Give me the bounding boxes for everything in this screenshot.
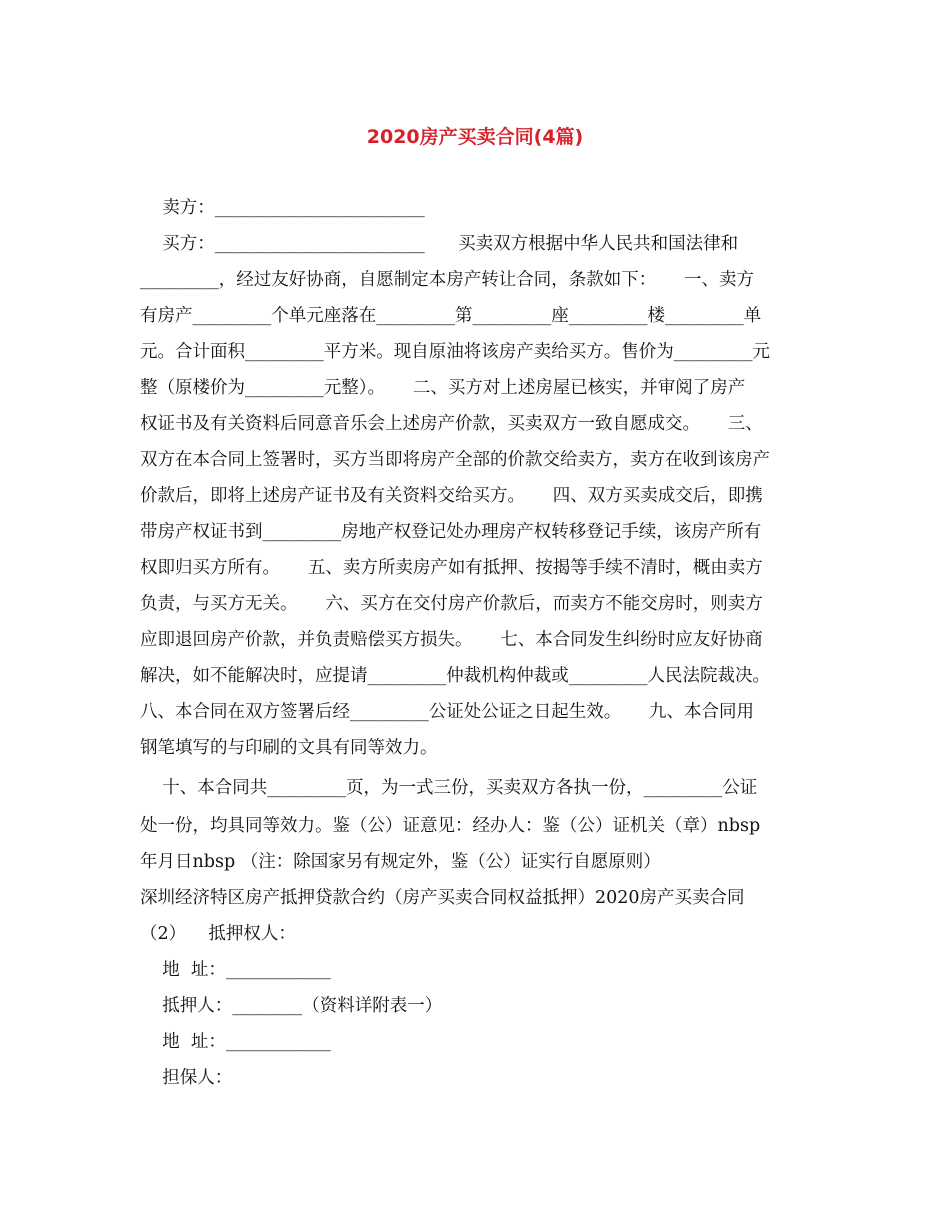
document-title: 2020房产买卖合同(4篇) [366,126,584,148]
body-line: 双方在本合同上签署时，买方当即将房产全部的价款交给卖方，卖方在收到该房产 [140,450,770,470]
buyer-line: 买方：________________________ 买卖双方根据中华人民共和国法律和 [140,234,739,254]
address-line: 地 址：____________ [140,1032,331,1052]
address-line: 地 址：____________ [140,960,331,980]
body-line: 处一份，均具同等效力。鉴（公）证意见：经办人：鉴（公）证机关（章）nbsp [140,816,761,836]
body-line: 深圳经济特区房产抵押贷款合约（房产买卖合同权益抵押）2020房产买卖合同 [140,888,745,908]
body-line: 价款后，即将上述房产证书及有关资料交给买方。 四、双方买卖成交后，即携 [140,486,763,506]
body-line: 权证书及有关资料后同意音乐会上述房产价款，买卖双方一致自愿成交。 三、 [140,414,763,434]
body-line: 整（原楼价为_________元整）。 二、买方对上述房屋已核实，并审阅了房产 [140,378,746,398]
body-line: 负责，与买方无关。 六、买方在交付房产价款后，而卖方不能交房时，则卖方 [140,594,763,614]
body-line: 十、本合同共_________页，为一式三份，买卖双方各执一份，_________公证 [140,778,758,798]
body-line: 有房产_________个单元座落在_________第_________座_________楼_________单 [140,306,762,326]
body-line: 权即归买方所有。 五、卖方所卖房产如有抵押、按揭等手续不清时，概由卖方 [140,558,763,578]
guarantor-line: 担保人： [140,1068,233,1088]
body-line: 年月日nbsp （注：除国家另有规定外，鉴（公）证实行自愿原则） [140,852,661,872]
body-line: 应即退回房产价款，并负责赔偿买方损失。 七、本合同发生纠纷时应友好协商 [140,630,763,650]
body-line: 带房产权证书到_________房地产权登记处办理房产权转移登记手续，该房产所有 [140,522,762,542]
body-line: 元。合计面积_________平方米。现自原油将该房产卖给买方。售价为_________元 [140,342,770,362]
mortgagor-line: 抵押人：________（资料详附表一） [140,996,443,1016]
body-line: 解决，如不能解决时，应提请_________仲裁机构仲裁或_________人民法院裁决。 [140,666,770,686]
seller-line: 卖方：________________________ [140,198,425,218]
body-line: 八、本合同在双方签署后经_________公证处公证之日起生效。 九、本合同用 [140,702,755,722]
body-line: _________，经过友好协商，自愿制定本房产转让合同，条款如下： 一、卖方 [140,270,755,290]
body-line: 钢笔填写的与印刷的文具有同等效力。 [140,738,438,758]
mortgagee-line: （2） 抵押权人： [140,924,296,944]
